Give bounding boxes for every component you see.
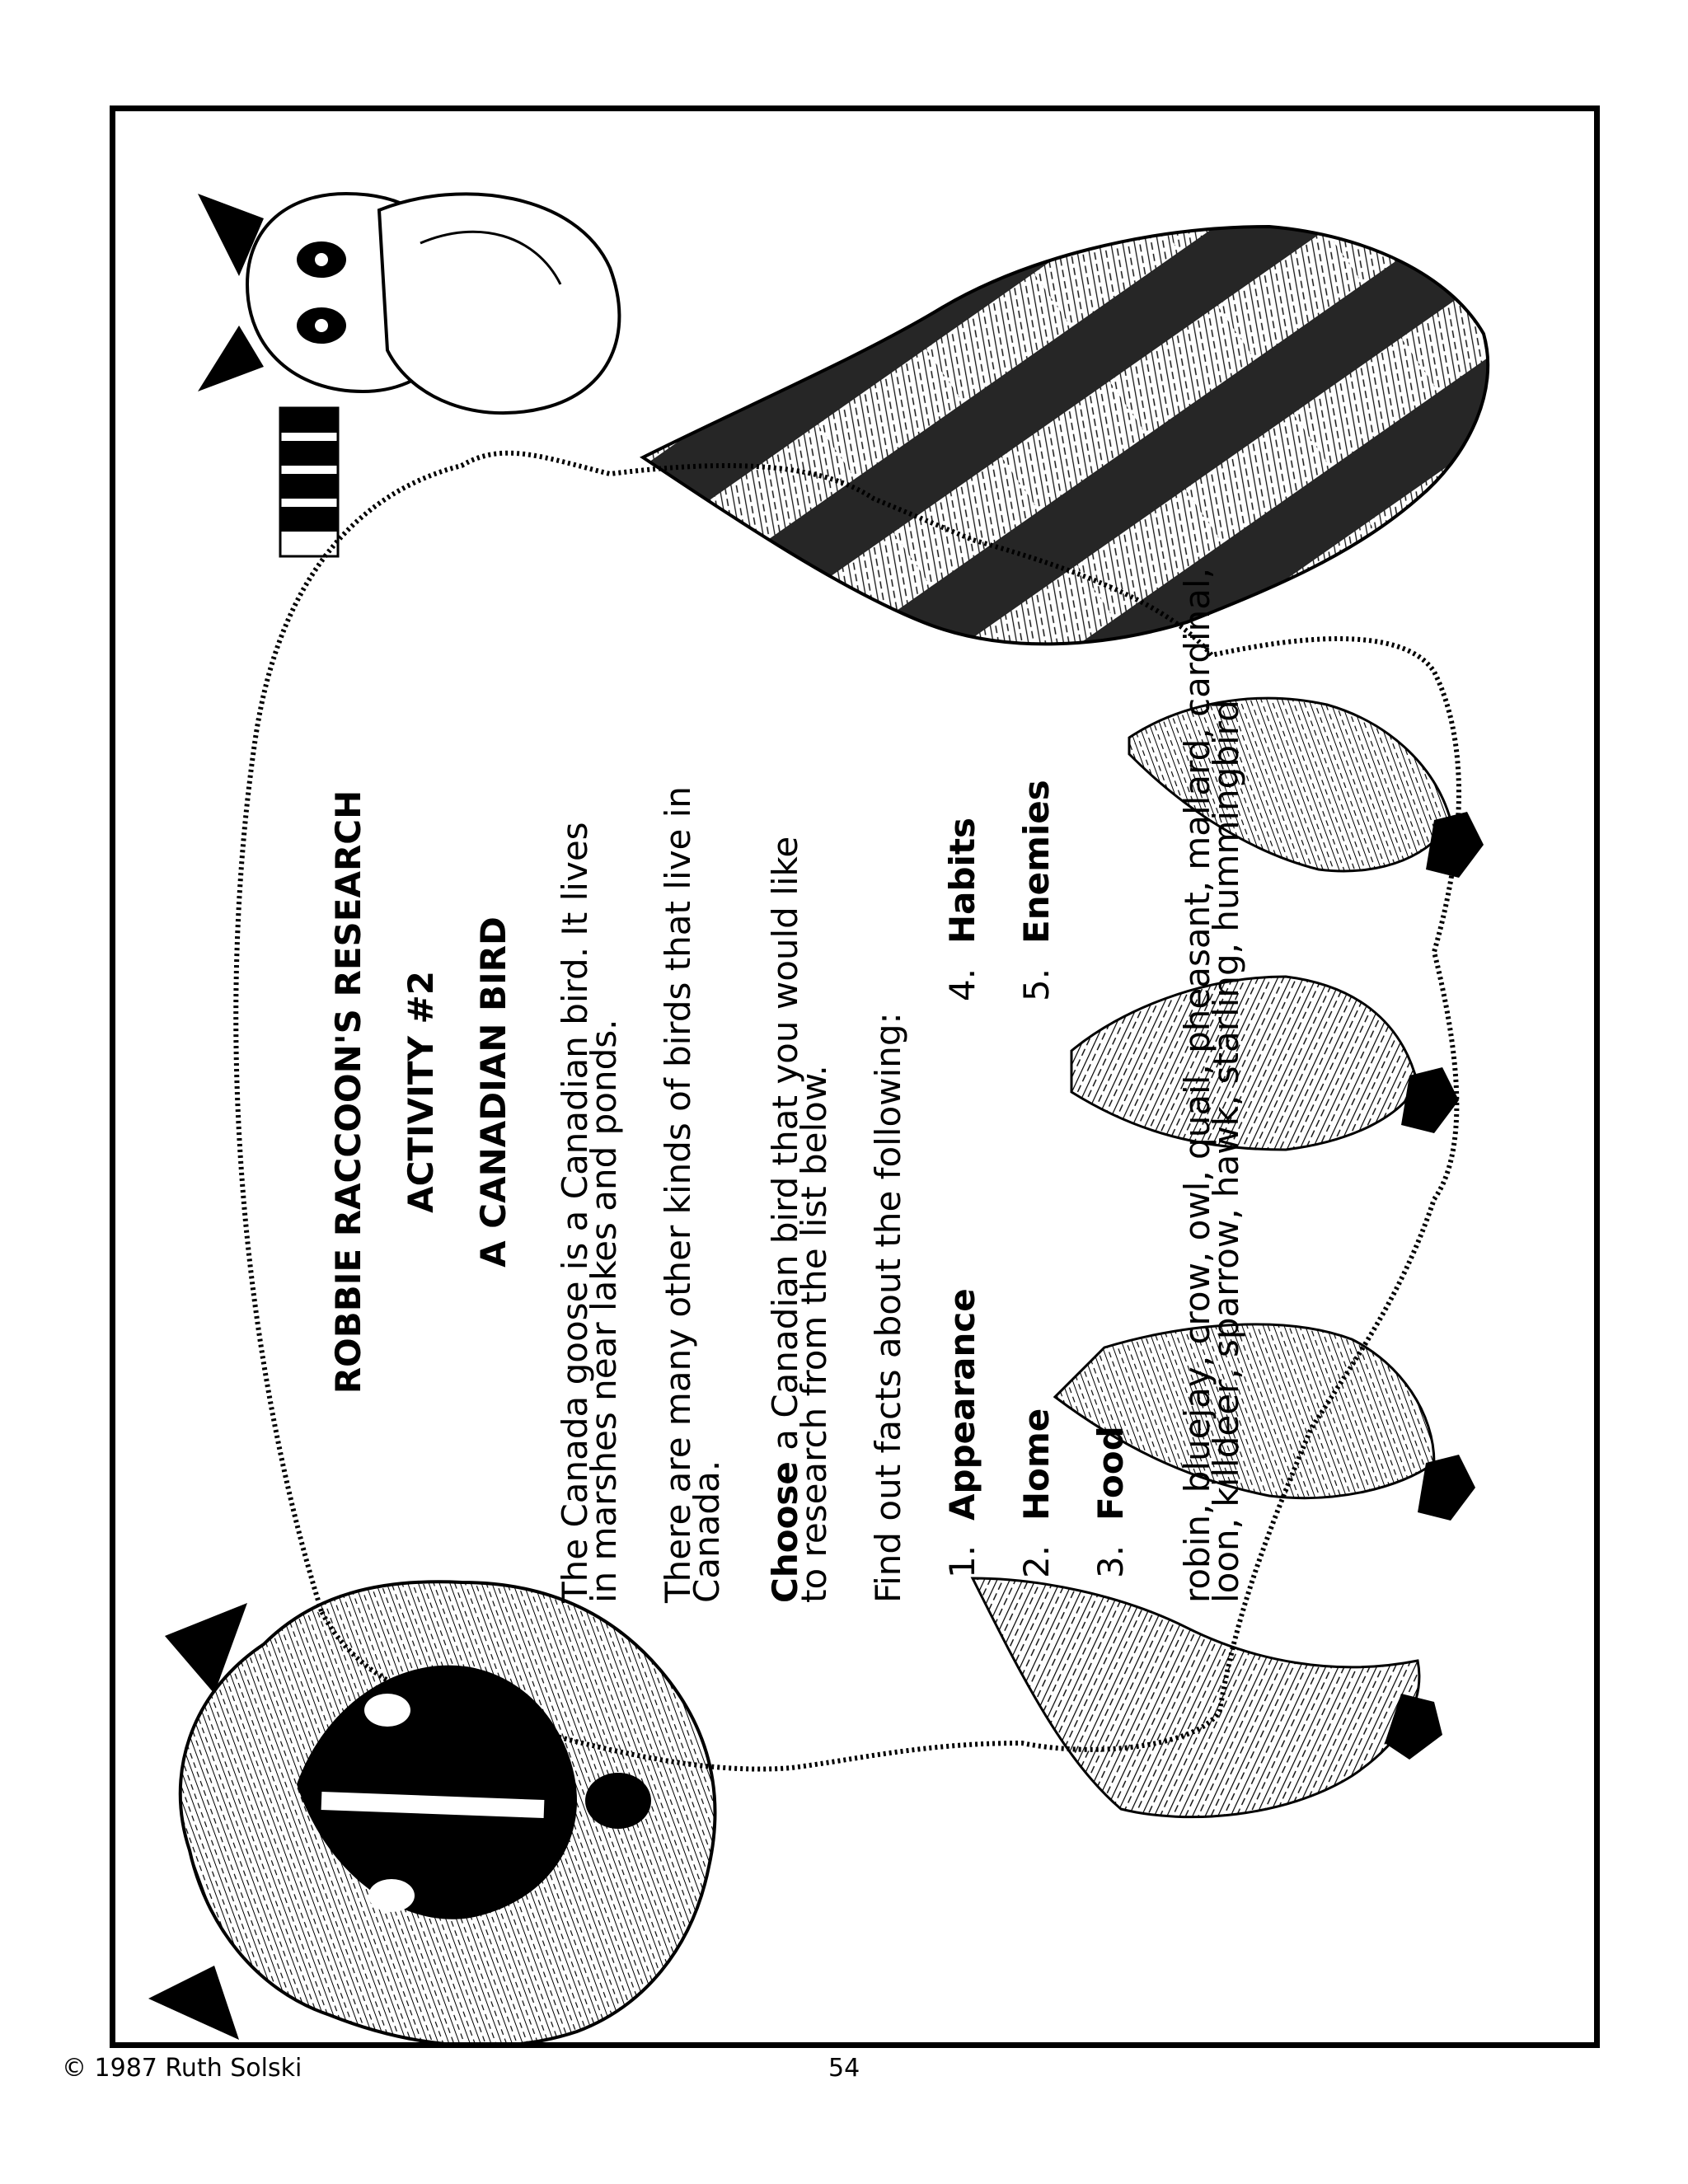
bird-list-line1: robin, bluejay, crow, owl, quail, pheasant, mallard, cardinal, <box>1177 567 1217 1603</box>
bird-list-line2: loon, killdeer, sparrow, hawk, starling, hummingbird <box>1206 700 1246 1603</box>
fact-item: 5.Enemies <box>1016 780 1057 1001</box>
other-birds-line1: There are many other kinds of birds that live in <box>658 785 698 1603</box>
fact-item: 4.Habits <box>942 817 982 1001</box>
activity-subtitle: A CANADIAN BIRD <box>473 916 513 1268</box>
worksheet-text <box>330 227 1253 1957</box>
fact-item: 3.Food <box>1090 1426 1131 1578</box>
intro-text-line1: The Canada goose is a Canadian bird. It lives <box>555 822 595 1603</box>
other-birds-line2: Canada. <box>687 1460 727 1603</box>
copyright-text: © 1987 Ruth Solski <box>62 2054 302 2083</box>
worksheet-frame <box>110 105 1600 2048</box>
worksheet-title: ROBBIE RACCOON'S RESEARCH <box>328 790 368 1394</box>
choose-bold-word: Choose <box>765 1461 805 1603</box>
find-facts-text: Find out facts about the following: <box>868 1012 908 1603</box>
fact-item: 1.Appearance <box>942 1288 982 1578</box>
fact-item: 2.Home <box>1016 1408 1057 1578</box>
page-number: 54 <box>828 2054 860 2083</box>
choose-line2: to research from the list below. <box>794 1065 834 1603</box>
activity-heading: ACTIVITY #2 <box>401 971 441 1213</box>
choose-line1-text: a Canadian bird that you would like <box>765 836 805 1462</box>
intro-text-line2: in marshes near lakes and ponds. <box>584 1019 624 1603</box>
